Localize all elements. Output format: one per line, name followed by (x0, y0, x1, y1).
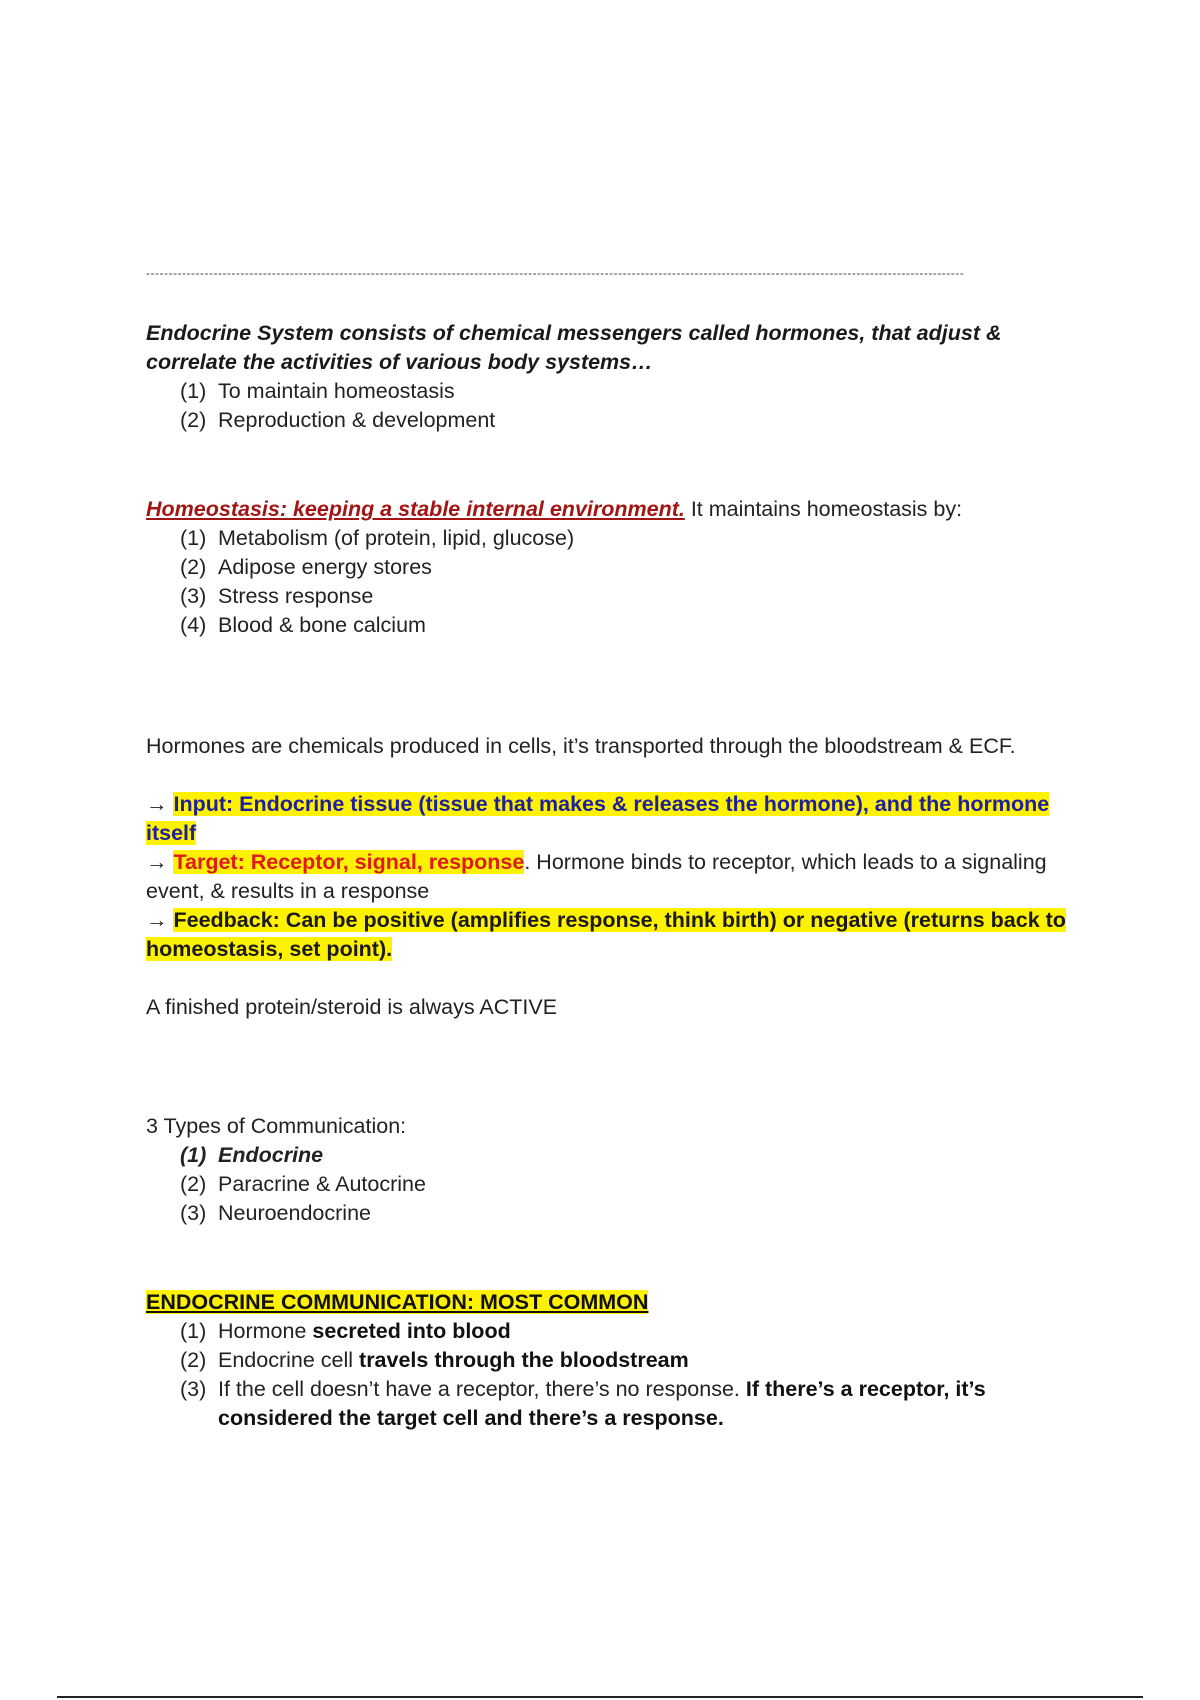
feedback-line: → Feedback: Can be positive (amplifies response, think birth) or negative (returns back to homeostasis, set point). (146, 908, 1066, 961)
list-item: (4) Blood & bone calcium (180, 613, 426, 637)
target-highlight: Target: Receptor, signal, response (173, 850, 525, 874)
hormones-intro: Hormones are chemicals produced in cells, it’s transported through the bloodstream & ECF. (146, 734, 1016, 758)
homeostasis-list (146, 524, 1076, 640)
endocrine-list (146, 1317, 1076, 1433)
intro-list (146, 377, 1076, 435)
endocrine-heading-line (146, 1288, 1076, 1317)
intro-statement: Endocrine System consists of chemical messengers called hormones, that adjust & correlate the activities of various body systems… (146, 321, 1002, 374)
communication-section (146, 1112, 1076, 1228)
list-item: (1) Endocrine (180, 1143, 324, 1167)
list-item: (1) Hormone secreted into blood (180, 1319, 511, 1343)
communication-heading: 3 Types of Communication: (146, 1114, 407, 1138)
list-item: (3) Neuroendocrine (180, 1201, 371, 1225)
feedback-highlight: Feedback: Can be positive (amplifies response, think birth) or negative (returns back to homeostasis, set point). (146, 908, 1066, 961)
input-line: → Input: Endocrine tissue (tissue that makes & releases the hormone), and the hormone itself (146, 792, 1050, 845)
homeostasis-term: Homeostasis: keeping a stable internal environment. (146, 497, 685, 521)
list-item: (3) If the cell doesn’t have a receptor, there’s no response. If there’s a receptor, it’s considered the target cell and there’s a response. (180, 1377, 986, 1430)
footer-rule (57, 1696, 1143, 1698)
list-item: (2) Reproduction & development (180, 408, 496, 432)
list-item: (2) Paracrine & Autocrine (180, 1172, 426, 1196)
input-highlight: Input: Endocrine tissue (tissue that makes & releases the hormone), and the hormone itself (146, 792, 1050, 845)
hormones-section (146, 732, 1076, 1022)
list-item: (1) Metabolism (of protein, lipid, glucose) (180, 526, 575, 550)
list-item: (2) Adipose energy stores (180, 555, 432, 579)
separator-line: -------------------------------------------------------------------------------------------------------------------------------------------------------------------------------------- (146, 269, 965, 277)
endocrine-heading: ENDOCRINE COMMUNICATION: MOST COMMON (146, 1290, 649, 1314)
list-item: (2) Endocrine cell travels through the bloodstream (180, 1348, 689, 1372)
communication-list (146, 1141, 1076, 1228)
intro-section (146, 319, 1076, 435)
list-item: (3) Stress response (180, 584, 374, 608)
endocrine-communication-section (146, 1288, 1076, 1433)
list-item: (1) To maintain homeostasis (180, 379, 455, 403)
homeostasis-definition: Homeostasis: keeping a stable internal environment. It maintains homeostasis by: (146, 497, 963, 521)
active-note: A finished protein/steroid is always ACTIVE (146, 995, 558, 1019)
homeostasis-section (146, 495, 1076, 640)
target-line: → Target: Receptor, signal, response. Hormone binds to receptor, which leads to a signaling event, & results in a response (146, 850, 1047, 903)
